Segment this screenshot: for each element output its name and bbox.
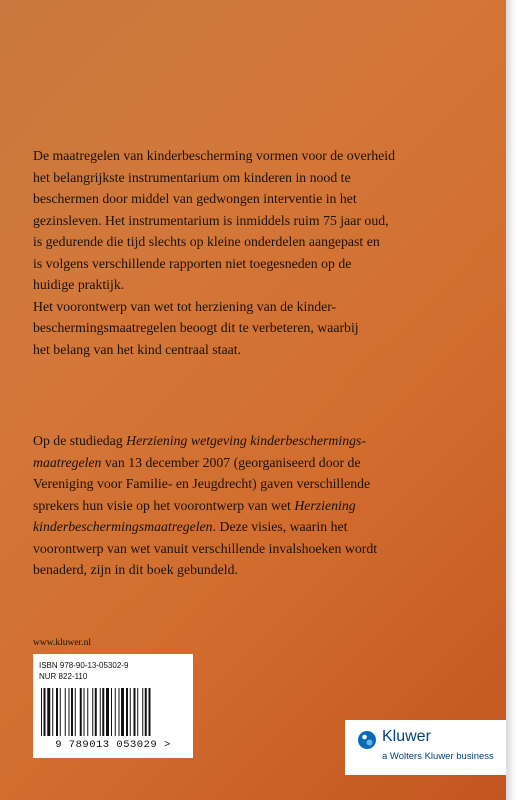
event-title: Herziening wetgeving kinderbeschermings-	[126, 433, 366, 448]
blurb-line: huidige praktijk.	[33, 277, 125, 292]
page-edge	[506, 0, 517, 800]
publisher-tagline: a Wolters Kluwer business	[382, 751, 494, 762]
kluwer-globe-icon	[357, 730, 377, 750]
blurb-paragraph-1	[33, 145, 503, 360]
isbn-barcode-label	[33, 654, 193, 758]
blurb-paragraph-2	[33, 430, 503, 581]
blurb-line: het belang van het kind centraal staat.	[33, 341, 242, 357]
blurb-line: gezinsleven. Het instrumentarium is inmiddels ruim 75 jaar oud,	[33, 212, 389, 228]
blurb-line	[33, 452, 503, 474]
blurb-line	[33, 495, 503, 517]
blurb-line: het belangrijkste instrumentarium om kinderen in nood te	[33, 169, 351, 185]
blurb-text: Op de studiedag	[33, 433, 127, 448]
draft-title: kinderbeschermingsmaatregelen	[33, 519, 213, 534]
blurb-line: beschermen door middel van gedwongen interventie in het	[33, 191, 357, 206]
nur-code: NUR 822-110	[39, 672, 88, 681]
isbn-number: ISBN 978-90-13-05302-9	[39, 661, 129, 670]
blurb-line: is gedurende die tijd slechts op kleine onderdelen aangepast en	[33, 234, 380, 249]
barcode-digits: 9 789013 053029 >	[55, 739, 171, 751]
blurb-text: sprekers hun visie op het voorontwerp van wet	[33, 497, 295, 513]
blurb-line: Het voorontwerp van wet tot herziening van de kinder-	[33, 298, 337, 314]
website-url: www.kluwer.nl	[33, 638, 91, 648]
blurb-text: . Deze visies, waarin het	[212, 519, 348, 534]
blurb-line: is volgens verschillende rapporten niet toegesneden op de	[33, 255, 352, 271]
publisher-logo	[345, 720, 506, 775]
publisher-name: Kluwer	[382, 728, 431, 745]
draft-title: Herziening	[294, 497, 356, 513]
event-title: maatregelen	[33, 454, 102, 470]
barcode-icon	[41, 688, 185, 738]
blurb-line: benaderd, zijn in dit boek gebundeld.	[33, 562, 238, 577]
blurb-line: De maatregelen van kinderbescherming vormen voor de overheid	[33, 148, 396, 163]
isbn-info	[39, 660, 128, 682]
blurb-line	[33, 516, 503, 538]
blurb-line: beschermingsmaatregelen beoogt dit te verbeteren, waarbij	[33, 320, 359, 335]
blurb-line	[33, 430, 503, 452]
blurb-text: van 13 december 2007 (georganiseerd door de	[101, 454, 361, 470]
blurb-line: Vereniging voor Familie- en Jeugdrecht) gaven verschillende	[33, 476, 371, 491]
blurb-line: voorontwerp van wet vanuit verschillende invalshoeken wordt	[33, 540, 378, 556]
